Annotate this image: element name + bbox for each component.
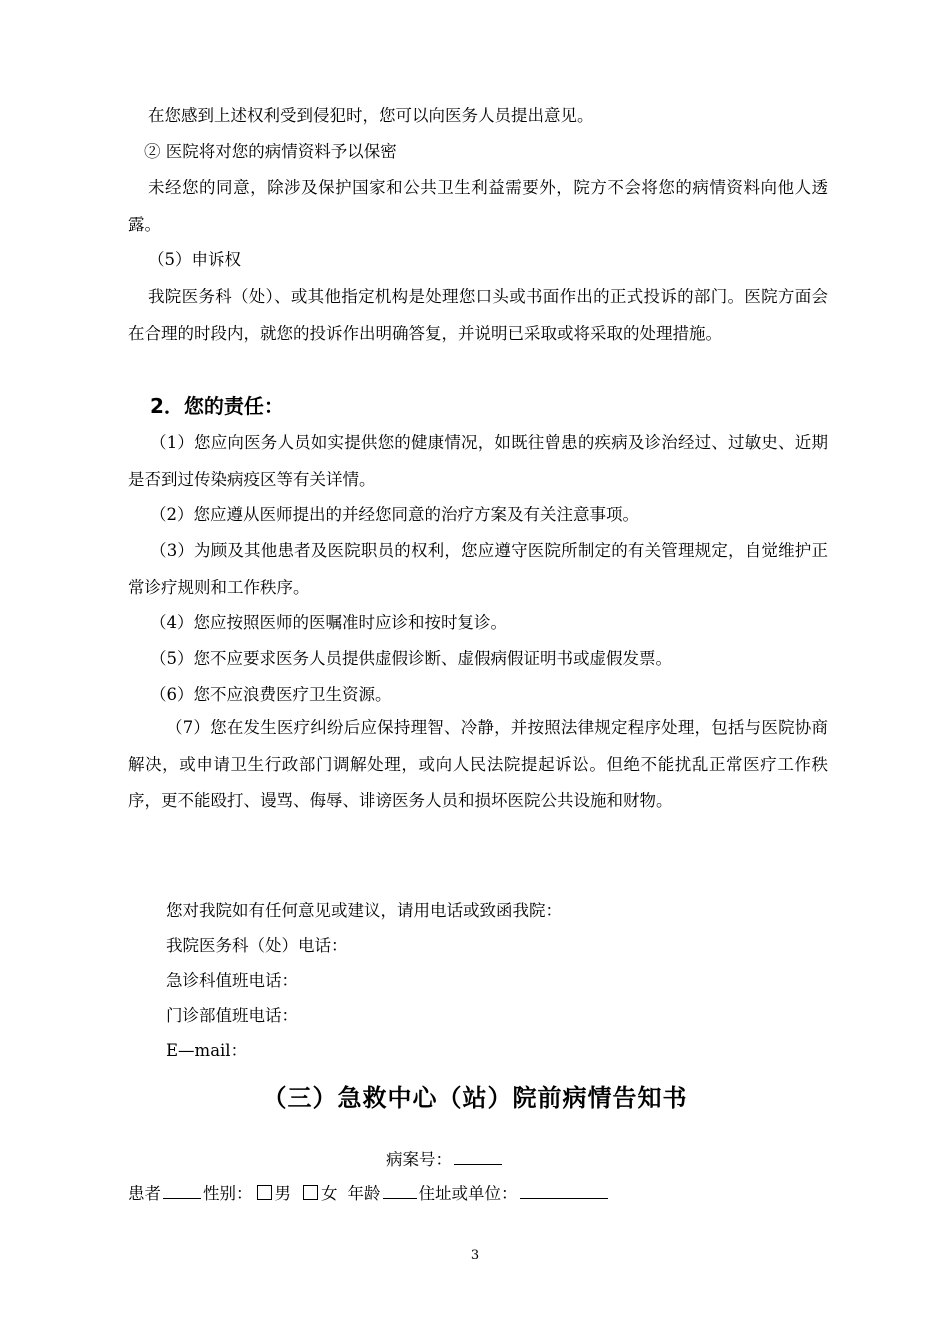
contact-email: E—mail： [166, 1041, 248, 1060]
paragraph: 在您感到上述权利受到侵犯时，您可以向医务人员提出意见。 [148, 106, 594, 125]
paragraph-subheading: ② 医院将对您的病情资料予以保密 [144, 142, 397, 161]
male-label: 男 [274, 1184, 291, 1203]
contact-intro: 您对我院如有任何意见或建议，请用电话或致函我院： [166, 901, 562, 920]
paragraph: 未经您的同意，除涉及保护国家和公共卫生利益需要外，院方不会将您的病情资料向他人透露。 [128, 178, 828, 234]
patient-name-blank[interactable] [163, 1180, 201, 1199]
page-number: 3 [470, 1248, 480, 1263]
age-blank[interactable] [383, 1180, 417, 1199]
case-number-label: 病案号： [386, 1150, 452, 1169]
responsibility-item: （3）为顾及其他患者及医院职员的权利，您应遵守医院所制定的有关管理规定，自觉维护正常诊疗规则和工作秩序。 [128, 541, 828, 597]
contact-medical-dept-phone: 我院医务科（处）电话： [166, 936, 348, 955]
contact-outpatient-phone: 门诊部值班电话： [166, 1006, 298, 1025]
age-label: 年龄 [347, 1184, 381, 1203]
responsibility-item: （6）您不应浪费医疗卫生资源。 [150, 685, 392, 704]
address-blank[interactable] [520, 1180, 608, 1199]
contact-emergency-phone: 急诊科值班电话： [166, 971, 298, 990]
male-checkbox[interactable] [257, 1185, 272, 1200]
section-heading: 2．您的责任： [150, 394, 284, 418]
female-label: 女 [321, 1184, 338, 1203]
responsibility-item: （5）您不应要求医务人员提供虚假诊断、虚假病假证明书或虚假发票。 [150, 649, 672, 668]
section-title: （三）急救中心（站）院前病情告知书 [262, 1084, 688, 1112]
responsibility-item: （2）您应遵从医师提出的并经您同意的治疗方案及有关注意事项。 [150, 505, 639, 524]
case-number-field [386, 1142, 504, 1178]
patient-label: 患者 [128, 1184, 161, 1203]
paragraph: 我院医务科（处）、或其他指定机构是处理您口头或书面作出的正式投诉的部门。医院方面会在合理的时段内，就您的投诉作出明确答复，并说明已采取或将采取的处理措施。 [128, 287, 828, 343]
responsibility-item: （4）您应按照医师的医嘱准时应诊和按时复诊。 [150, 613, 507, 632]
responsibility-item: （7）您在发生医疗纠纷后应保持理智、冷静，并按照法律规定程序处理，包括与医院协商解决，或申请卫生行政部门调解处理，或向人民法院提起诉讼。但绝不能扰乱正常医疗工作秩序，更不能殴打、谩骂、侮辱、诽谤医务人员和损坏医院公共设施和财物。 [128, 718, 828, 810]
case-number-blank[interactable] [454, 1146, 502, 1165]
patient-info-row [128, 1176, 610, 1212]
responsibility-item: （1）您应向医务人员如实提供您的健康情况，如既往曾患的疾病及诊治经过、过敏史、近期是否到过传染病疫区等有关详情。 [128, 433, 828, 489]
address-label: 住址或单位： [418, 1184, 518, 1203]
paragraph-subheading: （5）申诉权 [148, 250, 241, 269]
female-checkbox[interactable] [303, 1185, 318, 1200]
gender-label: 性别： [203, 1184, 253, 1203]
